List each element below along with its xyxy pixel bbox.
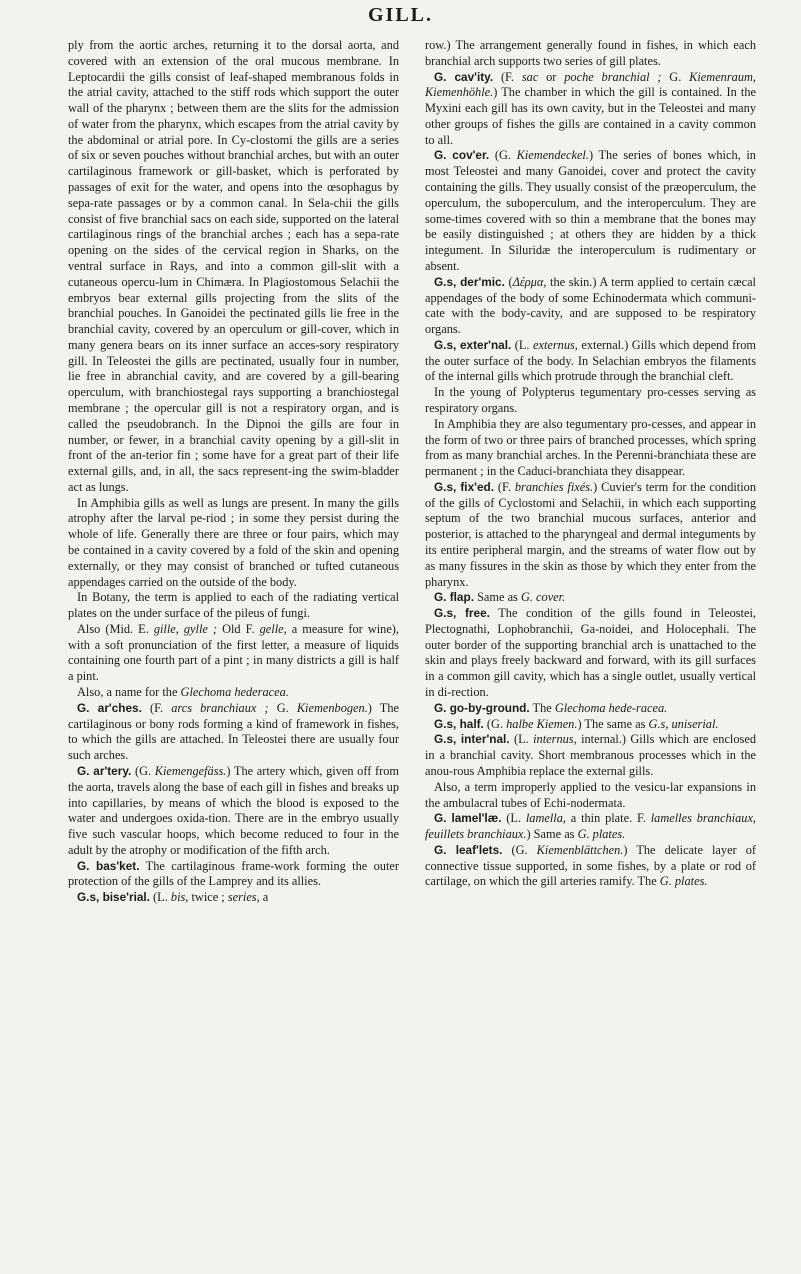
entry-paragraph bbox=[425, 701, 756, 717]
entry-paragraph bbox=[425, 385, 756, 417]
entry-text: ) The artery which, given off from the aorta, travels along the base of each gill in fishes and breaks up into capillaries, by means of which the blood is exposed to the water and undergoes oxida-tion. There are in the embryo usually five such vascular hoops, which become reduced to four in the adult by the atrophy or modification of the fifth arch. bbox=[68, 763, 400, 857]
italic-term: Kiemenbogen. bbox=[296, 700, 368, 715]
text-columns bbox=[68, 38, 757, 906]
italic-term: Glechoma hederacea. bbox=[180, 685, 289, 700]
entry-paragraph bbox=[425, 606, 756, 701]
italic-term: lamella, bbox=[525, 811, 566, 826]
page-header: GILL. bbox=[367, 4, 434, 26]
entry-text: Same as bbox=[473, 590, 521, 605]
entry-text: (G. bbox=[502, 842, 537, 857]
entry-text: ) The chamber in which the gill is contained. In the Myxini each gill has its own cavity, but in the Teleostei and many other groups of fishes the gills are contained in a cavity common to all. bbox=[425, 85, 756, 147]
italic-term: Kiemenraum, Kiemenhöhle. bbox=[425, 69, 756, 100]
headword: G. lamel'læ. bbox=[434, 811, 502, 826]
headword: G.s, der'mic. bbox=[434, 274, 505, 289]
italic-term: gille, gylle ; bbox=[153, 621, 218, 636]
italic-term: Kiemengefäss. bbox=[154, 763, 227, 778]
entry-paragraph bbox=[68, 685, 399, 701]
entry-paragraph bbox=[425, 480, 756, 590]
entry-text: or bbox=[538, 69, 565, 84]
entry-text: (L. bbox=[501, 811, 526, 826]
italic-term: internus, bbox=[533, 732, 577, 747]
entry-paragraph bbox=[68, 764, 399, 859]
headword: G.s, free. bbox=[434, 606, 490, 621]
entry-paragraph bbox=[425, 780, 756, 812]
entry-text: ( bbox=[504, 274, 513, 289]
entry-text: ) The series of bones which, in most Teleostei and many Ganoidei, cover and protect the cavity containing the gills. They usually consist of the præoperculum, the operculum, the suboperculum, and the interoperculum. They are some-times covered with so thin a membrane that the bones may be easily distinguished ; at others they are hidden by a thick integument. In Siluridæ the interoperculum is rudimentary or absent. bbox=[425, 148, 756, 273]
entry-text: twice ; bbox=[188, 890, 228, 905]
italic-term: G. plates. bbox=[577, 827, 626, 842]
entry-text: ) Cuvier's term for the condition of the gills of Cyclostomi and Selachii, in which each supporting septum of the two branchial mucous surfaces, anterior and posterior, is attached to the pharyngeal and dermal integuments by its entire peripheral margin, and the streams of water flow out by as many fissures in the skin as those by which they enter from the pharynx. bbox=[425, 479, 757, 589]
italic-term: arcs branchiaux ; bbox=[171, 700, 269, 715]
italic-term: series, bbox=[227, 890, 260, 905]
entry-paragraph bbox=[425, 38, 756, 70]
entry-text: ) The same as bbox=[577, 716, 649, 731]
entry-paragraph bbox=[425, 338, 756, 385]
headword: G. cav'ity. bbox=[434, 69, 494, 84]
headword: G.s, bise'rial. bbox=[77, 890, 150, 905]
entry-text: The condition of the gills found in Teleostei, Plectognathi, Lophobranchii, Ga-noidei, and Holocephali. The outer border of the supporting branchial arch is unattached to the skin and plays freely backward and forward, with its gill surfaces in a common gill cavity, which has a single outlet, usually vertical in di-rection. bbox=[425, 606, 756, 700]
italic-term: externus, bbox=[532, 337, 578, 352]
italic-term: Kiemendeckel. bbox=[516, 148, 589, 163]
italic-term: gelle, bbox=[259, 621, 287, 636]
entry-paragraph bbox=[68, 701, 399, 764]
italic-term: sac bbox=[521, 69, 539, 84]
entry-text: (G. bbox=[483, 716, 507, 731]
entry-paragraph bbox=[425, 717, 756, 733]
headword: G. flap. bbox=[434, 590, 474, 605]
entry-text: ) The cartilaginous or bony rods forming a kind of framework in fishes, to which the gills are attached. In Teleostei there are usually four such arches. bbox=[68, 700, 399, 763]
entry-paragraph bbox=[425, 590, 756, 606]
entry-text: (L. bbox=[509, 732, 534, 747]
entry-text: ) The delicate layer of connective tissue supported, in some fishes, by a plate or rod of cartilage, on which the gill arteries ramify. The bbox=[425, 842, 756, 889]
headword: G. ar'tery. bbox=[77, 763, 132, 778]
headword: G.s, inter'nal. bbox=[434, 732, 510, 747]
entry-paragraph bbox=[68, 890, 399, 906]
entry-text: (F. bbox=[493, 69, 522, 84]
entry-text: (F. bbox=[494, 479, 515, 494]
entry-text: (L. bbox=[149, 890, 171, 905]
italic-term: G. cover. bbox=[520, 590, 566, 605]
entry-paragraph bbox=[425, 70, 756, 149]
headword: G. ar'ches. bbox=[77, 700, 142, 715]
entry-text: ply from the aortic arches, returning it to the dorsal aorta, and covered with an extension of the oral mucous membrane. In Leptocardii the gills consist of leaf-shaped membranous folds in the atrial cavity, attached to the stiff rods which support the outer wall of the pharynx ; between them are the slits for the admission of water from the pharynx, which escapes from the atrial cavity by the abdominal or atrial pore. In Cy-clostomi the gills are a series of six or seven pouches without branchial arches, but with an outer cartilaginous framework or gill-basket, which is perforated by passages of exit for the water, and opens into the œsophagus by sepa-rate passages or by a common canal. In Sela-chii the gills consist of five branchial sacs on each side, supported on the lateral cartilaginous rings of the branchial arches ; each has a sepa-rate opening on the sides of the cervical region in Sharks, on the ventral surface in Rays, and into a common gill-slit with a cutaneous opercu-lum in Chimæra. In Plagiostomous Selachii the embryos bear external gills projecting from the slits of the branchial pouches. In Ganoidei the pectinated gills lie free in the branchial cavity, covered by an operculum or gill-cover, which in many genera bears on its inner surface an acces-sory respiratory gill. In Teleostei the gills are pectinated, usually four in number, lie free in abranchial cavity, and are covered by a gill-bearing operculum, with branchiostegal rays supporting a branchiostegal membrane ; the opercular gill is not a respiratory organ, and is called the pseudobranch. In the Dipnoi the gills are four in number, or fewer, in a branchial cavity opening by a gill-slit in front of the an-terior fin ; some have for a great part of their life external gills, and, in all, the sacs represent-ing the swim-bladder act as lungs. bbox=[68, 38, 399, 494]
italic-term: branchies fixés. bbox=[514, 479, 594, 494]
entry-text: a thin plate. F. bbox=[565, 811, 651, 826]
entry-text: Also, a name for the bbox=[77, 685, 181, 700]
entry-paragraph bbox=[425, 275, 756, 338]
entry-text: The cartilaginous frame-work forming the outer protection of the gills of the Lamprey and its allies. bbox=[68, 858, 399, 889]
entry-text: In Amphibia gills as well as lungs are present. In many the gills atrophy after the larval pe-riod ; in some they persist during the whole of life. Generally there are three or four pairs, which may be contained in a cavity covered by a fold of the skin and opening externally, or they may consist of branched or tufted cutaneous appendages carried on the outside of the body. bbox=[68, 495, 399, 589]
entry-text: G. bbox=[661, 69, 690, 84]
entry-text: (F. bbox=[141, 700, 172, 715]
entry-paragraph bbox=[425, 843, 756, 890]
entry-paragraph bbox=[68, 859, 399, 891]
entry-paragraph bbox=[425, 732, 756, 779]
entry-text: G. bbox=[268, 700, 297, 715]
italic-term: Glechoma hede-racea. bbox=[554, 700, 668, 715]
entry-paragraph bbox=[68, 38, 399, 496]
entry-text: The bbox=[529, 700, 555, 715]
left-column bbox=[68, 38, 399, 906]
entry-text: external.) Gills which depend from the outer surface of the body. In Selachian embryos the filaments of the internal gills which protrude through the branchial cleft. bbox=[425, 337, 756, 384]
italic-term: bis, bbox=[170, 890, 189, 905]
italic-term: G. plates. bbox=[659, 874, 708, 889]
entry-text: In Botany, the term is applied to each of the radiating vertical plates on the under surface of the pileus of fungi. bbox=[68, 590, 399, 621]
headword: G. cov'er. bbox=[434, 148, 490, 163]
headword: G. go-by-ground. bbox=[434, 700, 530, 715]
entry-text: a measure for wine), with a soft pronunciation of the first letter, a measure of liquids containing one fourth part of a pint ; in many districts a gill is half a pint. bbox=[68, 621, 400, 684]
entry-paragraph bbox=[425, 811, 756, 843]
entry-paragraph bbox=[68, 496, 399, 591]
entry-text: ) Same as bbox=[526, 827, 578, 842]
entry-text: In the young of Polypterus tegumentary pro-cesses serving as respiratory organs. bbox=[425, 385, 756, 415]
italic-term: lamelles branchiaux, feuillets branchiaux. bbox=[425, 811, 757, 842]
entry-text: Old F. bbox=[217, 621, 260, 636]
entry-paragraph bbox=[425, 417, 756, 480]
italic-term: poche branchial ; bbox=[564, 69, 662, 84]
entry-text: In Amphibia they are also tegumentary pro-cesses, and appear in the form of two or three pairs of branched processes, which spring from as many branchial arches. In the Perenni-branchiata these are permanent ; in the Caduci-branchiata they disappear. bbox=[425, 416, 756, 479]
entry-text: row.) The arrangement generally found in fishes, in which each branchial arch supports two series of gill plates. bbox=[425, 38, 756, 68]
italic-term: halbe Kiemen. bbox=[506, 716, 578, 731]
entry-text: Also, a term improperly applied to the vesicu-lar expansions in the ambulacral tubes of Echi-nodermata. bbox=[425, 779, 756, 810]
entry-text: (L. bbox=[511, 337, 533, 352]
right-column bbox=[425, 38, 756, 906]
entry-text: (G. bbox=[489, 148, 517, 163]
entry-text: (G. bbox=[131, 763, 155, 778]
headword: G. bas'ket. bbox=[77, 858, 140, 873]
italic-term: Δέρμα, bbox=[512, 274, 547, 289]
entry-paragraph bbox=[68, 590, 399, 622]
headword: G.s, fix'ed. bbox=[434, 479, 494, 494]
italic-term: G.s, uniserial. bbox=[648, 716, 719, 731]
headword: G. leaf'lets. bbox=[434, 842, 503, 857]
entry-text: a bbox=[259, 890, 269, 905]
entry-text: internal.) Gills which are enclosed in a branchial cavity. Short membranous processes which in the anou-rous Amphibia replace the external gills. bbox=[425, 732, 756, 778]
entry-paragraph bbox=[425, 148, 756, 274]
headword: G.s, exter'nal. bbox=[434, 337, 512, 352]
headword: G.s, half. bbox=[434, 716, 484, 731]
italic-term: Kiemenblättchen. bbox=[536, 842, 624, 857]
entry-paragraph bbox=[68, 622, 399, 685]
entry-text: the skin.) A term applied to certain cæcal appendages of the body of some Echinodermata which communi-cate with the body-cavity, and are supposed to be respiratory organs. bbox=[425, 274, 756, 337]
entry-text: Also (Mid. E. bbox=[77, 621, 154, 636]
